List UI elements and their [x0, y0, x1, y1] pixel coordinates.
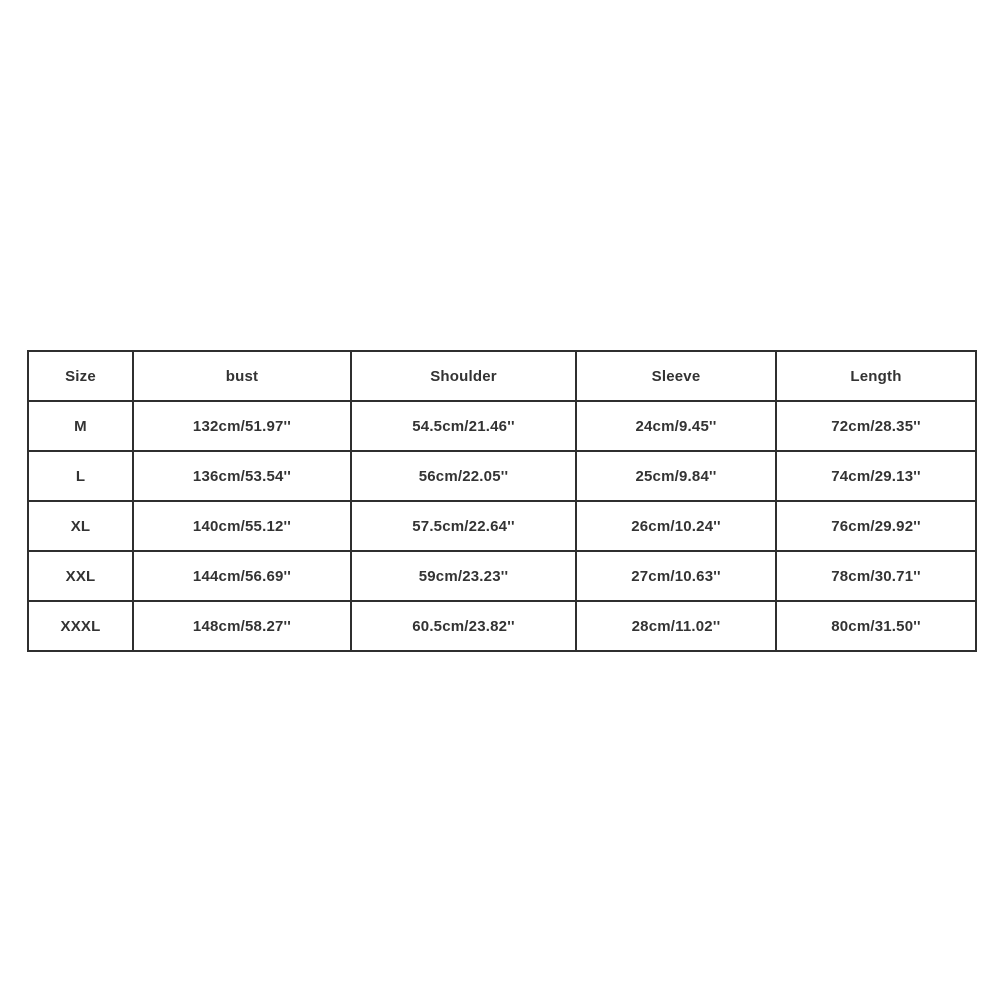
- table-row-xl: [28, 501, 976, 551]
- column-header-size: Size: [28, 351, 133, 401]
- size-label-cell: XL: [28, 501, 133, 551]
- length-value-cell: 74cm/29.13'': [776, 451, 976, 501]
- sleeve-value-cell: 26cm/10.24'': [576, 501, 776, 551]
- table-row-l: [28, 451, 976, 501]
- length-value-cell: 78cm/30.71'': [776, 551, 976, 601]
- length-value-cell: 76cm/29.92'': [776, 501, 976, 551]
- column-header-length: Length: [776, 351, 976, 401]
- size-label-cell: XXXL: [28, 601, 133, 651]
- table-row-xxxl: [28, 601, 976, 651]
- size-chart-table: [27, 350, 977, 652]
- bust-value-cell: 136cm/53.54'': [133, 451, 351, 501]
- shoulder-value-cell: 59cm/23.23'': [351, 551, 576, 601]
- size-label-cell: M: [28, 401, 133, 451]
- shoulder-value-cell: 56cm/22.05'': [351, 451, 576, 501]
- sleeve-value-cell: 24cm/9.45'': [576, 401, 776, 451]
- bust-value-cell: 148cm/58.27'': [133, 601, 351, 651]
- column-header-shoulder: Shoulder: [351, 351, 576, 401]
- shoulder-value-cell: 54.5cm/21.46'': [351, 401, 576, 451]
- sleeve-value-cell: 27cm/10.63'': [576, 551, 776, 601]
- length-value-cell: 80cm/31.50'': [776, 601, 976, 651]
- sleeve-value-cell: 28cm/11.02'': [576, 601, 776, 651]
- table-row-m: [28, 401, 976, 451]
- length-value-cell: 72cm/28.35'': [776, 401, 976, 451]
- bust-value-cell: 140cm/55.12'': [133, 501, 351, 551]
- sleeve-value-cell: 25cm/9.84'': [576, 451, 776, 501]
- table-header-row: [28, 351, 976, 401]
- column-header-sleeve: Sleeve: [576, 351, 776, 401]
- table-row-xxl: [28, 551, 976, 601]
- bust-value-cell: 132cm/51.97'': [133, 401, 351, 451]
- shoulder-value-cell: 57.5cm/22.64'': [351, 501, 576, 551]
- bust-value-cell: 144cm/56.69'': [133, 551, 351, 601]
- size-label-cell: XXL: [28, 551, 133, 601]
- column-header-bust: bust: [133, 351, 351, 401]
- shoulder-value-cell: 60.5cm/23.82'': [351, 601, 576, 651]
- size-label-cell: L: [28, 451, 133, 501]
